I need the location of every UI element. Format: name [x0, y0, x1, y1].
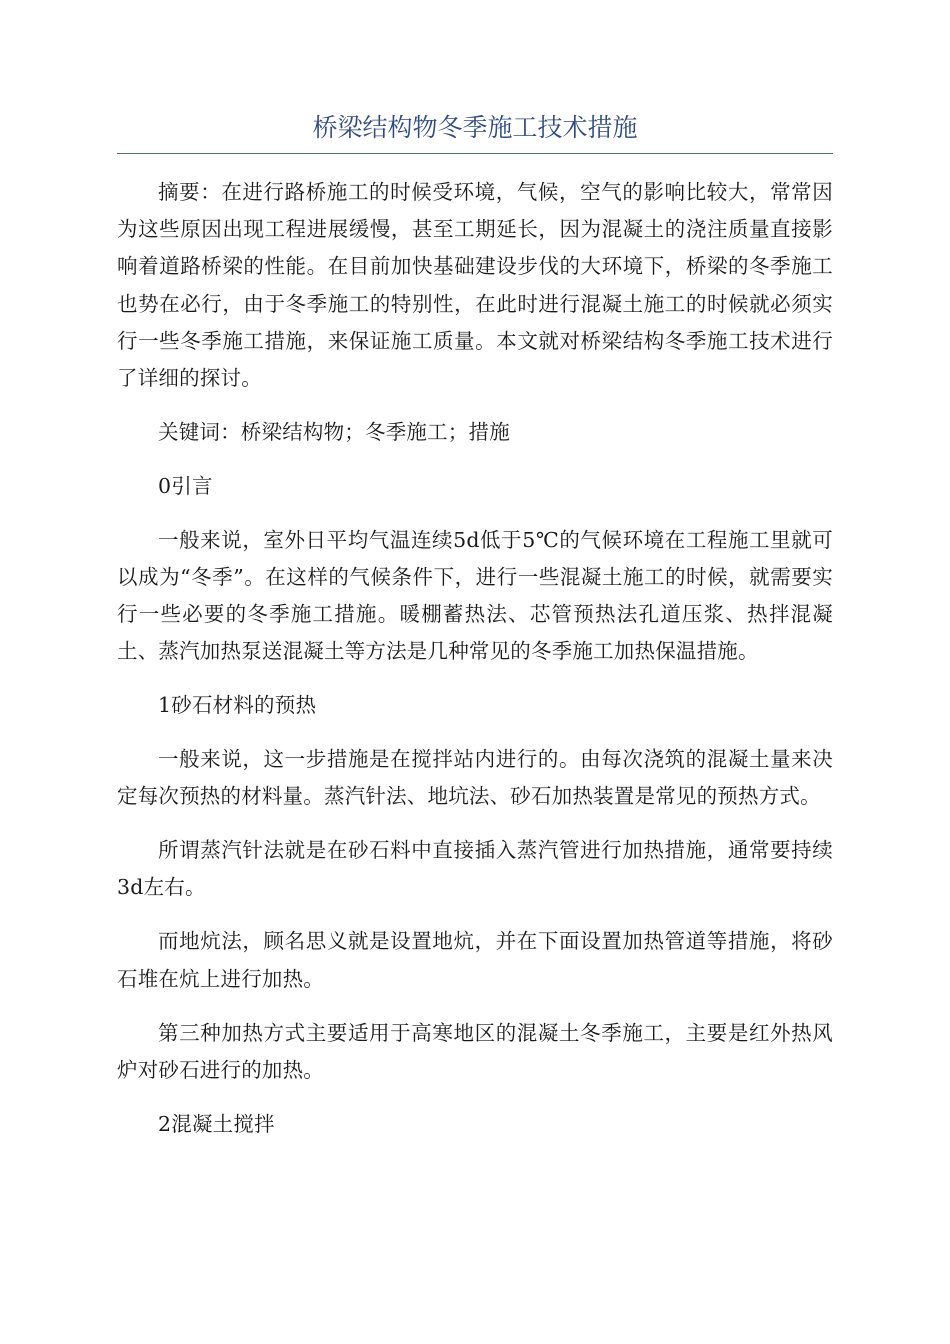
section-heading-sand-stone-preheat: 1砂石材料的预热 — [158, 693, 317, 718]
document-body — [117, 174, 833, 1159]
body-paragraph: 而地炕法，顾名思义就是设置地炕，并在下面设置加热管道等措施，将砂石堆在炕上进行加热。 — [117, 929, 833, 991]
document-title: 桥梁结构物冬季施工技术措施 — [312, 113, 638, 142]
section-heading-concrete-mixing: 2混凝土搅拌 — [158, 1112, 275, 1137]
body-paragraph: 第三种加热方式主要适用于高寒地区的混凝土冬季施工，主要是红外热风炉对砂石进行的加热。 — [117, 1020, 833, 1083]
body-paragraph: 一般来说，这一步措施是在搅拌站内进行的。由每次浇筑的混凝土量来决定每次预热的材料量。蒸汽针法、地坑法、砂石加热装置是常见的预热方式。 — [117, 746, 833, 808]
keywords-paragraph: 关键词：桥梁结构物；冬季施工；措施 — [158, 420, 510, 445]
body-paragraph: 所谓蒸汽针法就是在砂石料中直接插入蒸汽管进行加热措施，通常要持续3d左右。 — [117, 838, 833, 900]
abstract-paragraph: 摘要：在进行路桥施工的时候受环境，气候，空气的影响比较大，常常因为这些原因出现工程进展缓慢，甚至工期延长，因为混凝土的浇注质量直接影响着道路桥梁的性能。在目前加快基础建设步伐的大环境下，桥梁的冬季施工也势在必行，由于冬季施工的特别性，在此时进行混凝土施工的时候就必须实行一些冬季施工措施，来保证施工质量。本文就对桥梁结构冬季施工技术进行了详细的探讨。 — [117, 180, 833, 391]
body-paragraph: 一般来说，室外日平均气温连续5d低于5℃的气候环境在工程施工里就可以成为“冬季”。在这样的气候条件下，进行一些混凝土施工的时候，就需要实行一些必要的冬季施工措施。暖棚蓄热法、芯管预热法孔道压浆、热拌混凝土、蒸汽加热泵送混凝土等方法是几种常见的冬季施工加热保温措施。 — [117, 527, 833, 664]
section-heading-introduction: 0引言 — [158, 474, 213, 499]
title-underline — [117, 153, 833, 154]
